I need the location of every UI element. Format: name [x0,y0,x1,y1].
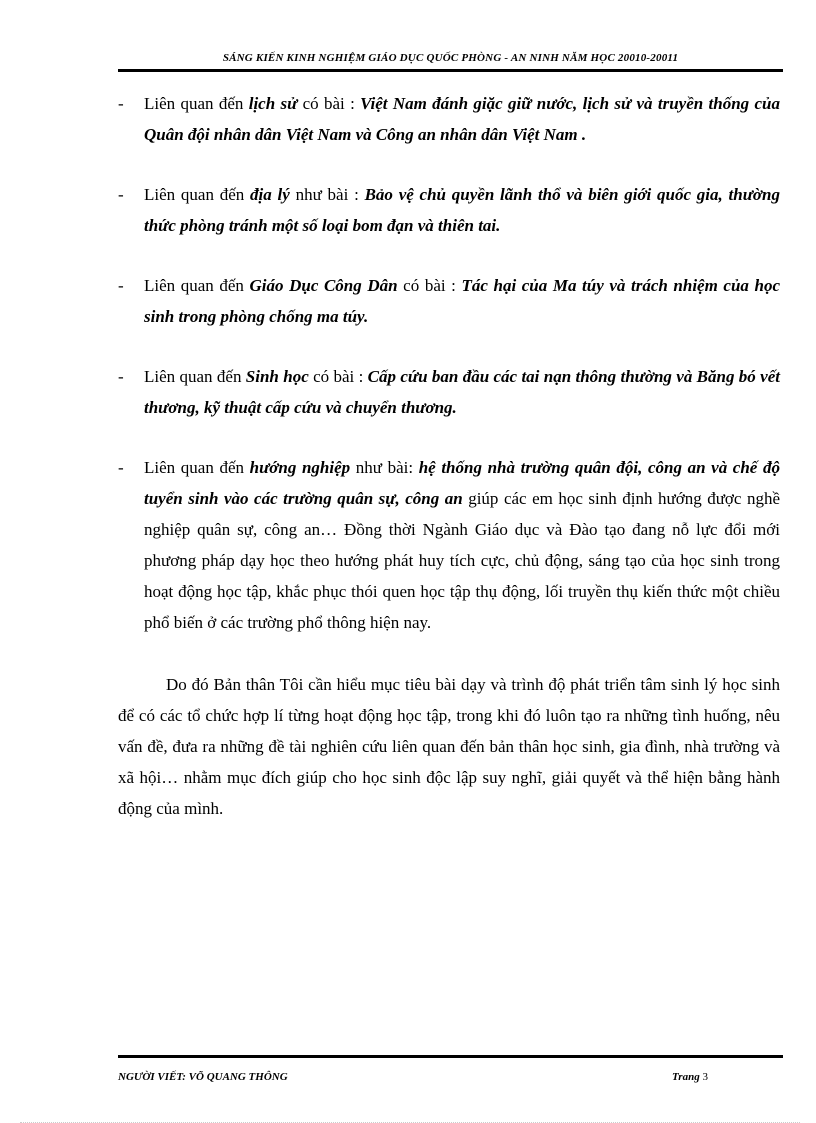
list-item [118,361,780,423]
page-number [672,1071,708,1083]
item-topic: Tác hại của Ma túy và trách nhiệm của học sinh trong phòng chống ma túy. [144,276,781,326]
header-rule [118,69,783,72]
page-number-value: 3 [702,1071,708,1083]
item-subject: hướng nghiệp [249,458,351,477]
item-tail: giúp các em học sinh định hướng được nghề nghiệp quân sự, công an… Đồng thời Ngành Giáo dục và Đào tạo đang nỗ lực đổi mới phương pháp dạy học theo hướng phát huy tích cực, chủ động, sáng tạo của học sinh trong hoạt động học tập, khắc phục thói quen học tập thụ động, lối truyền thụ kiến thức một chiều phổ biến ở các trường phổ thông hiện nay. [144,489,781,632]
footer-author: NGƯỜI VIẾT: VÕ QUANG THÔNG [118,1071,288,1083]
item-mid: có bài : [308,367,368,386]
page-header: SÁNG KIẾN KINH NGHIỆM GIÁO DỤC QUỐC PHÒNG - AN NINH NĂM HỌC 20010-20011 [222,52,679,64]
footer-rule [118,1055,783,1058]
document-body [118,88,780,824]
item-topic: hệ thống nhà trường quân đội, công an và chế độ tuyển sinh vào các trường quân sự, công an [144,458,780,508]
list-dash: - [118,458,124,477]
list-item [118,88,780,150]
item-topic: Cấp cứu ban đầu các tai nạn thông thường và Băng bó vết thương, kỹ thuật cấp cứu và chuyển thương. [144,367,780,417]
list-dash: - [118,94,124,113]
item-subject: địa lý [250,185,290,204]
list-item [118,452,780,638]
item-lead: Liên quan đến [144,94,249,113]
list-dash: - [118,185,124,204]
item-topic: Việt Nam đánh giặc giữ nước, lịch sử và truyền thống của Quân đội nhân dân Việt Nam và Công an nhân dân Việt Nam . [144,94,780,144]
item-mid: như bài : [289,185,365,204]
item-mid: như bài: [350,458,419,477]
item-lead: Liên quan đến [144,185,251,204]
item-subject: Sinh học [245,367,309,386]
item-lead: Liên quan đến [144,458,250,477]
item-topic: Bảo vệ chủ quyền lãnh thổ và biên giới quốc gia, thường thức phòng tránh một số loại bom đạn và thiên tai. [144,185,780,235]
list-item [118,270,780,332]
item-subject: Giáo Dục Công Dân [249,276,398,295]
body-paragraph: Do đó Bản thân Tôi cần hiểu mục tiêu bài dạy và trình độ phát triển tâm sinh lý học sinh để có các tổ chức hợp lí từng hoạt động học tập, trong khi đó luôn tạo ra những tình huống, nêu vấn đề, đưa ra những đề tài nghiên cứu liên quan đến bản thân học sinh, gia đình, nhà trường và xã hội… nhằm mục đích giúp cho học sinh độc lập suy nghĩ, giải quyết và thể hiện bằng hành động của mình. [118,675,780,818]
list-item [118,179,780,241]
item-subject: lịch sử [248,94,298,113]
list-dash: - [118,276,124,295]
list-dash: - [118,367,124,386]
item-mid: có bài : [397,276,462,295]
page-label: Trang [672,1071,700,1083]
item-lead: Liên quan đến [144,276,250,295]
item-lead: Liên quan đến [144,367,246,386]
item-mid: có bài : [297,94,361,113]
